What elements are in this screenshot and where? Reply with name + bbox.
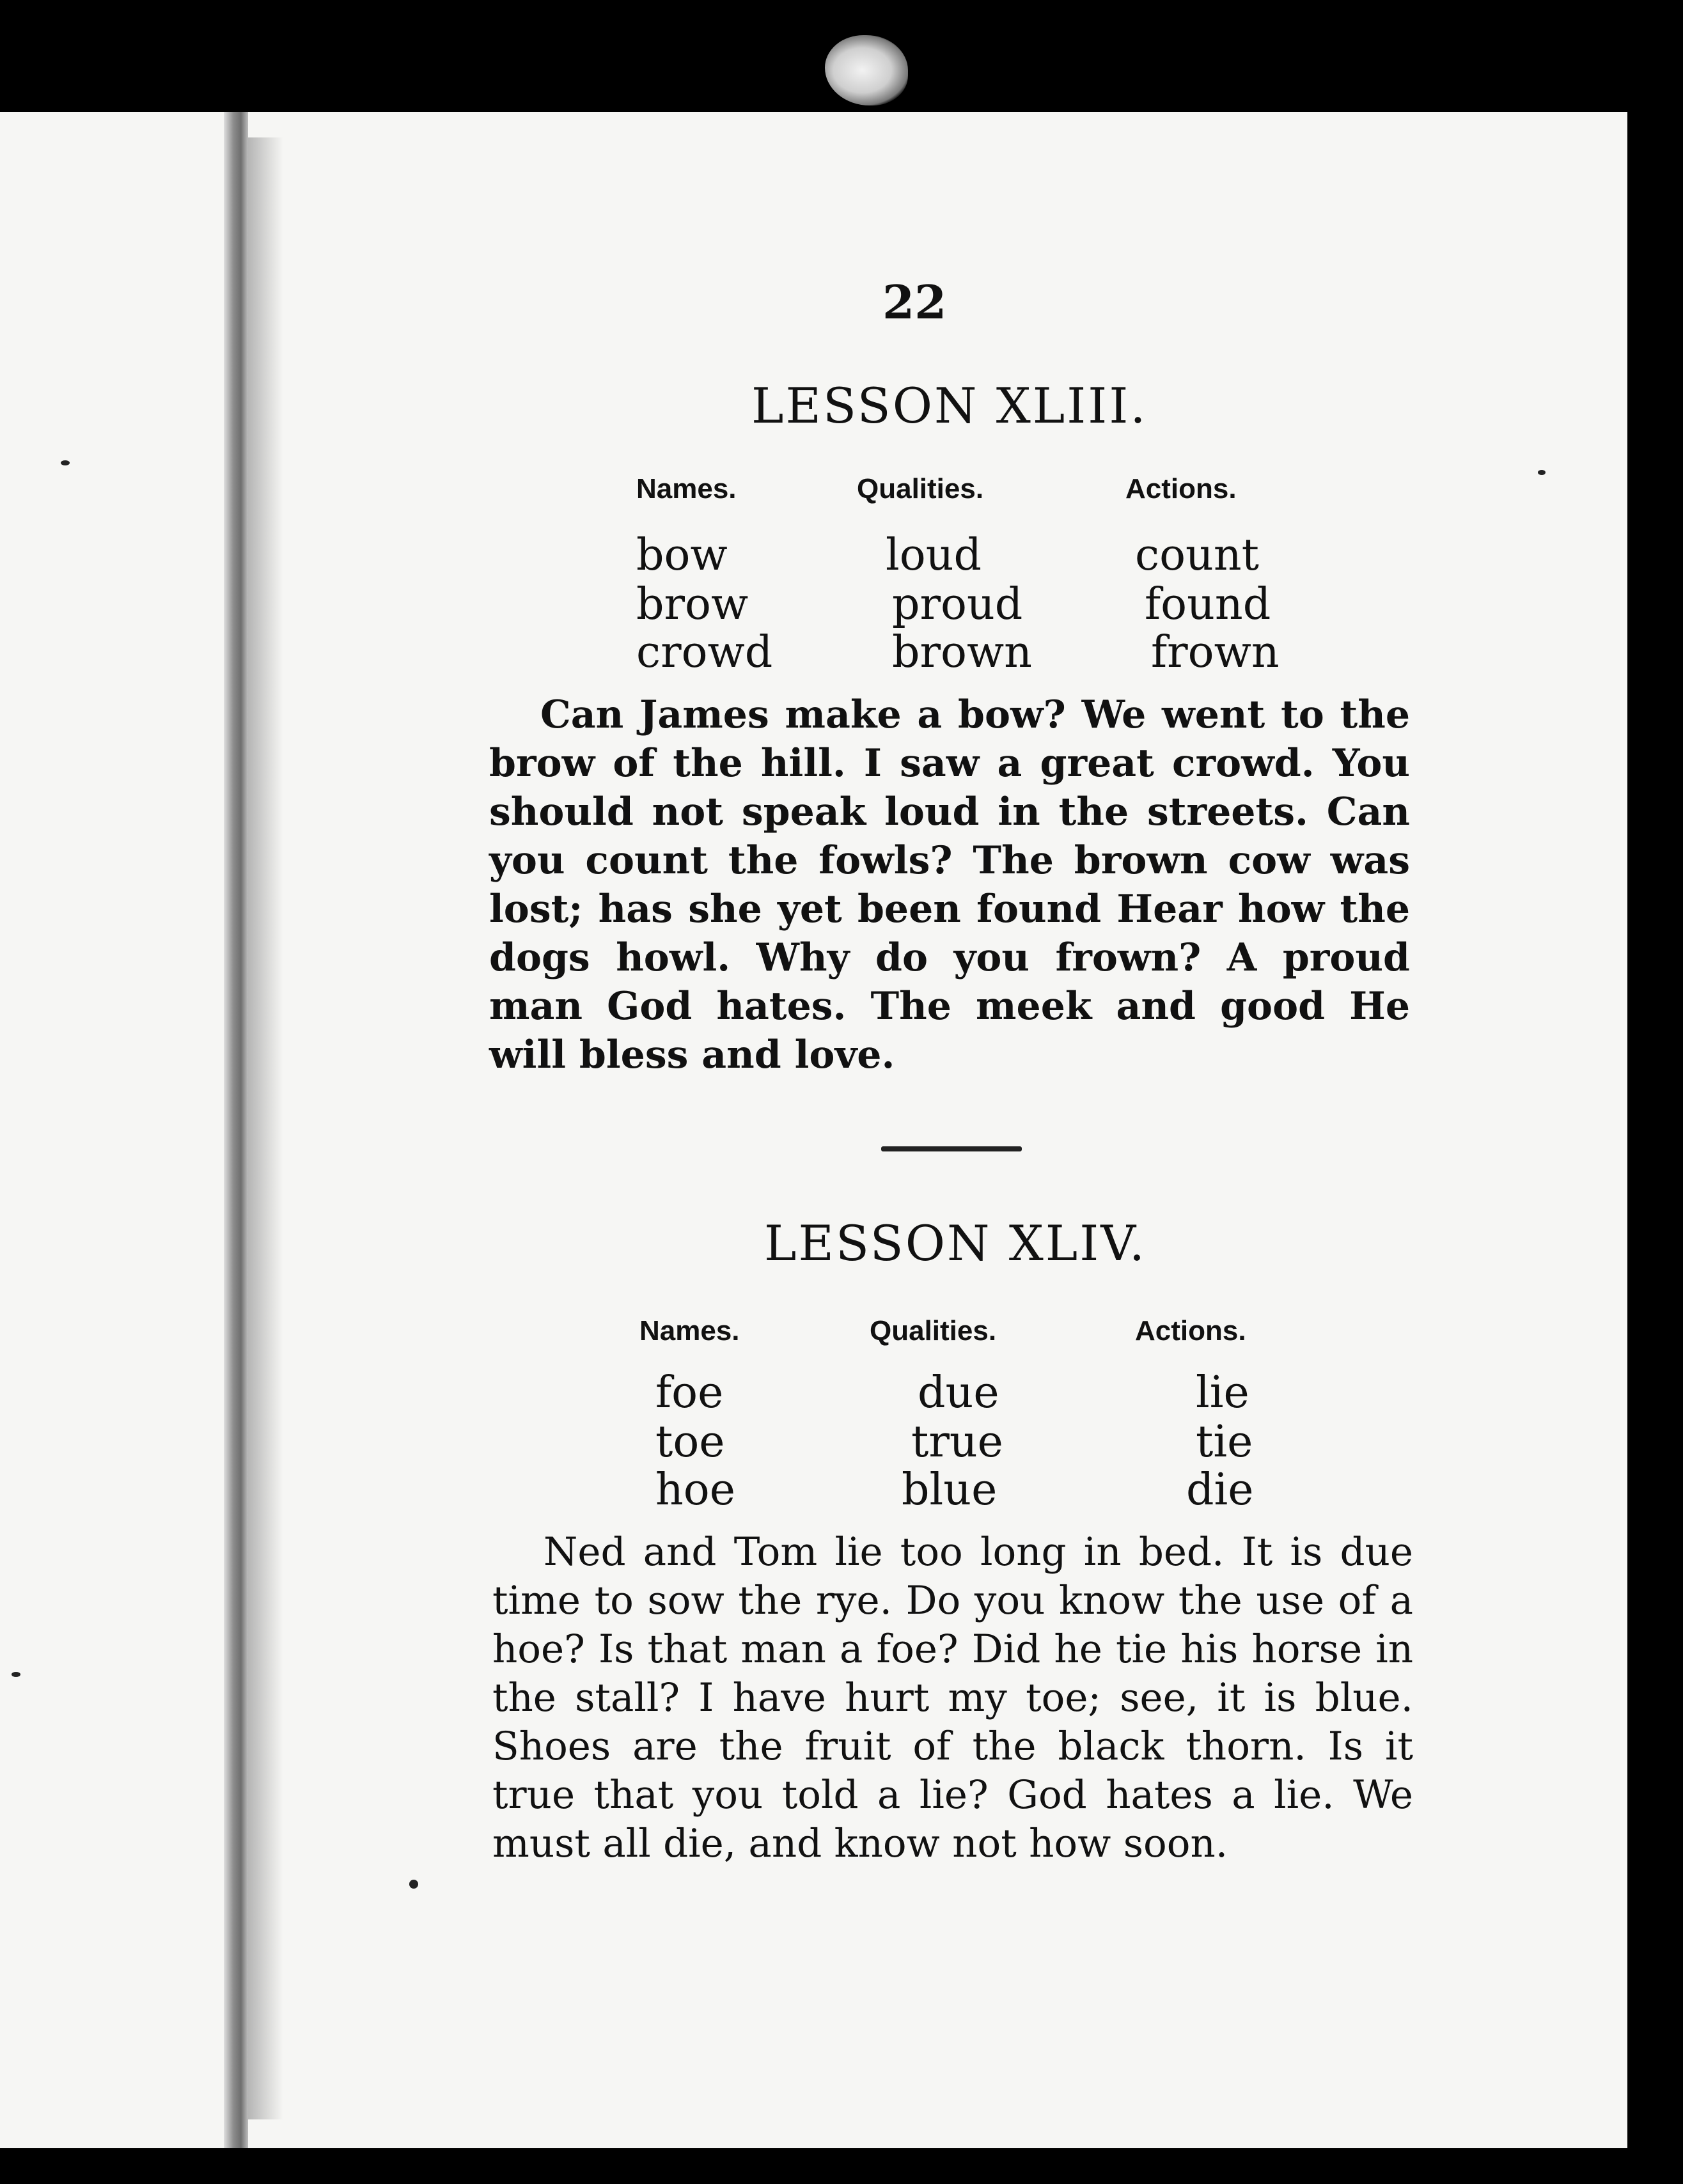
name-word: bow	[636, 530, 728, 581]
lesson-title: LESSON XLIII.	[751, 377, 1148, 434]
action-word: lie	[1196, 1368, 1249, 1418]
action-word: die	[1186, 1465, 1254, 1515]
name-word: brow	[636, 579, 749, 630]
column-header-names: Names.	[636, 473, 737, 504]
action-word: count	[1135, 530, 1259, 581]
binding-hole	[825, 35, 908, 105]
column-header-names: Names.	[639, 1315, 740, 1346]
lesson-text: Can James make a bow? We went to the brow of the hill. I saw a great crowd. You should not speak loud in the streets. Can you count the fowls? The brown cow was lost; has she yet been found Hear how the dogs howl. Why do you frown? A proud man God hates. The meek and good He will bless and love.	[489, 692, 1410, 1077]
name-word: foe	[655, 1368, 724, 1418]
speck	[12, 1672, 20, 1677]
lesson-text: Ned and Tom lie too long in bed. It is due time to sow the rye. Do you know the use of a hoe? Is that man a foe? Did he tie his horse in the stall? I have hurt my toe; see, it is blue. Shoes are the fruit of the black thorn. Is it true that you told a lie? God hates a lie. We must all die, and know not how soon.	[492, 1529, 1413, 1866]
action-word: frown	[1151, 627, 1280, 678]
page-number: 22	[882, 275, 947, 329]
quality-word: due	[918, 1368, 999, 1418]
quality-word: proud	[892, 579, 1023, 630]
quality-word: brown	[892, 627, 1032, 678]
speck	[409, 1880, 418, 1889]
name-word: toe	[655, 1417, 725, 1467]
page-spine	[224, 112, 248, 2148]
quality-word: loud	[886, 530, 982, 581]
column-header-qualities: Qualities.	[857, 473, 984, 504]
book-page	[0, 112, 1627, 2148]
quality-word: blue	[902, 1465, 998, 1515]
speck	[61, 460, 70, 465]
action-word: tie	[1196, 1417, 1253, 1467]
column-header-actions: Actions.	[1135, 1315, 1246, 1346]
lesson-title: LESSON XLIV.	[764, 1215, 1147, 1272]
action-word: found	[1145, 579, 1271, 630]
name-word: hoe	[655, 1465, 735, 1515]
spine-shadow	[248, 137, 283, 2119]
column-header-qualities: Qualities.	[870, 1315, 997, 1346]
name-word: crowd	[636, 627, 773, 678]
section-divider	[881, 1146, 1022, 1151]
speck	[1538, 470, 1546, 475]
quality-word: true	[911, 1417, 1003, 1467]
column-header-actions: Actions.	[1125, 473, 1237, 504]
